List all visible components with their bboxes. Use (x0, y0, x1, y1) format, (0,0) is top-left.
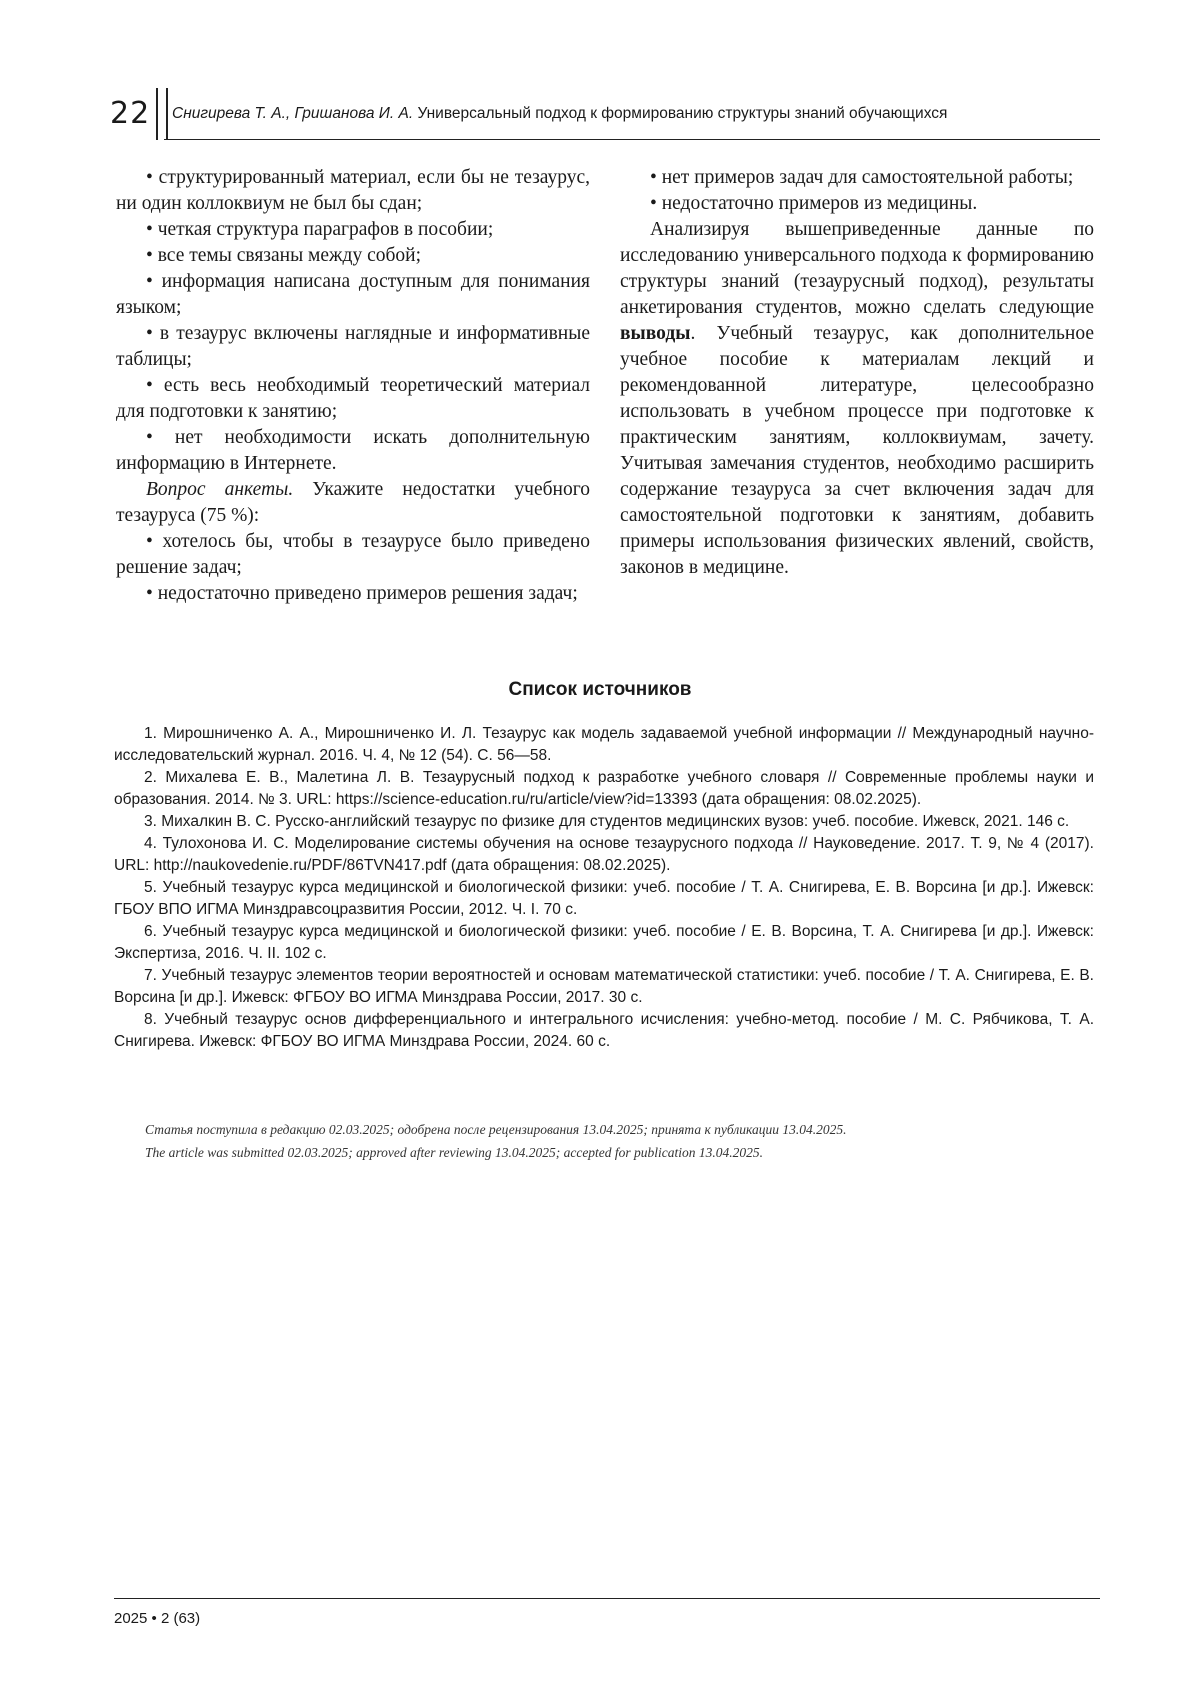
bullet-item: • хотелось бы, чтобы в тезаурусе было приведено решение задач; (116, 531, 590, 578)
reference-item: 6. Учебный тезаурус курса медицинской и биологической физики: учеб. пособие / Е. В. Ворсина, Т. А. Снигирева [и др.]. Ижевск: Экспертиза, 2016. Ч. II. 102 с. (114, 923, 1094, 962)
dates-en: The article was submitted 02.03.2025; approved after reviewing 13.04.2025; accepted for publication 13.04.2025. (145, 1145, 764, 1160)
bullet-item: • в тезаурус включены наглядные и информативные таблицы; (116, 323, 590, 370)
right-column (620, 165, 1094, 581)
references-list (114, 723, 1094, 1053)
bullet-item: • все темы связаны между собой; (146, 245, 421, 266)
conclusion-paragraph (620, 217, 1094, 581)
bullet-item: • четкая структура параграфов в пособии; (146, 219, 494, 240)
reference-item: 3. Михалкин В. С. Русско-английский тезаурус по физике для студентов медицинских вузов: учеб. пособие. Ижевск, 2021. 146 с. (144, 813, 1070, 830)
page-number: 22 (110, 96, 151, 131)
conclusion-bold: выводы (620, 323, 691, 344)
running-title (172, 105, 947, 123)
bullet-item: • недостаточно примеров из медицины. (650, 193, 978, 214)
bullet-item: • нет примеров задач для самостоятельной работы; (650, 167, 1074, 188)
reference-item: 8. Учебный тезаурус основ дифференциального и интегрального исчисления: учебно-метод. пособие / М. С. Рябчикова, Т. А. Снигирева. Ижевск: ФГБОУ ВО ИГМА Минздрава России, 2024. 60 с. (114, 1011, 1094, 1050)
question-label: Вопрос анкеты. (146, 479, 294, 500)
article-dates (145, 1118, 846, 1164)
bullet-item: • нет необходимости искать дополнительную информацию в Интернете. (116, 427, 590, 474)
reference-item: 1. Мирошниченко А. А., Мирошниченко И. Л. Тезаурус как модель задаваемой учебной информации // Международный научно-исследовательский журнал. 2016. Ч. 4, № 12 (54). С. 56—58. (114, 725, 1094, 764)
conclusion-text-before: Анализируя вышеприведенные данные по исследованию универсального подхода к формированию структуры знаний (тезаурусный подход), результаты анкетирования студентов, можно сделать следующие (620, 219, 1094, 318)
issue-number: 2025 • 2 (63) (114, 1610, 201, 1627)
header-authors: Снигирева Т. А., Гришанова И. А. (172, 105, 414, 122)
bullet-item: • есть весь необходимый теоретический материал для подготовки к занятию; (116, 375, 590, 422)
survey-question (116, 477, 590, 529)
bullet-item: • информация написана доступным для понимания языком; (116, 271, 590, 318)
reference-item: 5. Учебный тезаурус курса медицинской и биологической физики: учеб. пособие / Т. А. Снигирева, Е. В. Ворсина [и др.]. Ижевск: ГБОУ ВПО ИГМА Минздравсоцразвития России, 2012. Ч. I. 70 с. (114, 879, 1094, 918)
left-column (116, 165, 590, 607)
reference-item: 7. Учебный тезаурус элементов теории вероятностей и основам математической статистики: учеб. пособие / Т. А. Снигирева, Е. В. Ворсина [и др.]. Ижевск: ФГБОУ ВО ИГМА Минздрава России, 2017. 30 с. (114, 967, 1094, 1006)
references-title: Список источников (508, 679, 692, 700)
header-title: Универсальный подход к формированию структуры знаний обучающихся (417, 105, 948, 122)
page-header (110, 88, 1100, 140)
question-text: Укажите недостатки учебного тезауруса (75 %): (116, 479, 590, 526)
reference-item: 2. Михалева Е. В., Малетина Л. В. Тезаурусный подход к разработке учебного словаря // Современные проблемы науки и образования. 2014. № 3. URL: https://science-education.ru/ru/article/view?id=13393 (дата обращения: 08.02.2025). (114, 769, 1094, 808)
bullet-item: • недостаточно приведено примеров решения задач; (146, 583, 578, 604)
conclusion-text-after: . Учебный тезаурус, как дополнительное учебное пособие к материалам лекций и рекомендованной литературе, целесообразно использовать в учебном процессе при подготовке к практическим занятиям, коллоквиумам, зачету. Учитывая замечания студентов, необходимо расширить содержание тезауруса за счет включения задач для самостоятельной подготовки к занятиям, добавить примеры использования физических явлений, свойств, законов в медицине. (620, 323, 1094, 578)
reference-item: 4. Тулохонова И. С. Моделирование системы обучения на основе тезаурусного подхода // Науковедение. 2017. Т. 9, № 4 (2017). URL: http://naukovedenie.ru/PDF/86TVN417.pdf (дата обращения: 08.02.2025). (114, 835, 1094, 874)
header-rule (164, 139, 1100, 140)
bullet-item: • структурированный материал, если бы не тезаурус, ни один коллоквиум не был бы сдан; (116, 167, 590, 214)
footer-rule (114, 1598, 1100, 1599)
dates-ru: Статья поступила в редакцию 02.03.2025; одобрена после рецензирования 13.04.2025; принята к публикации 13.04.2025. (145, 1122, 847, 1137)
header-divider (156, 88, 168, 140)
